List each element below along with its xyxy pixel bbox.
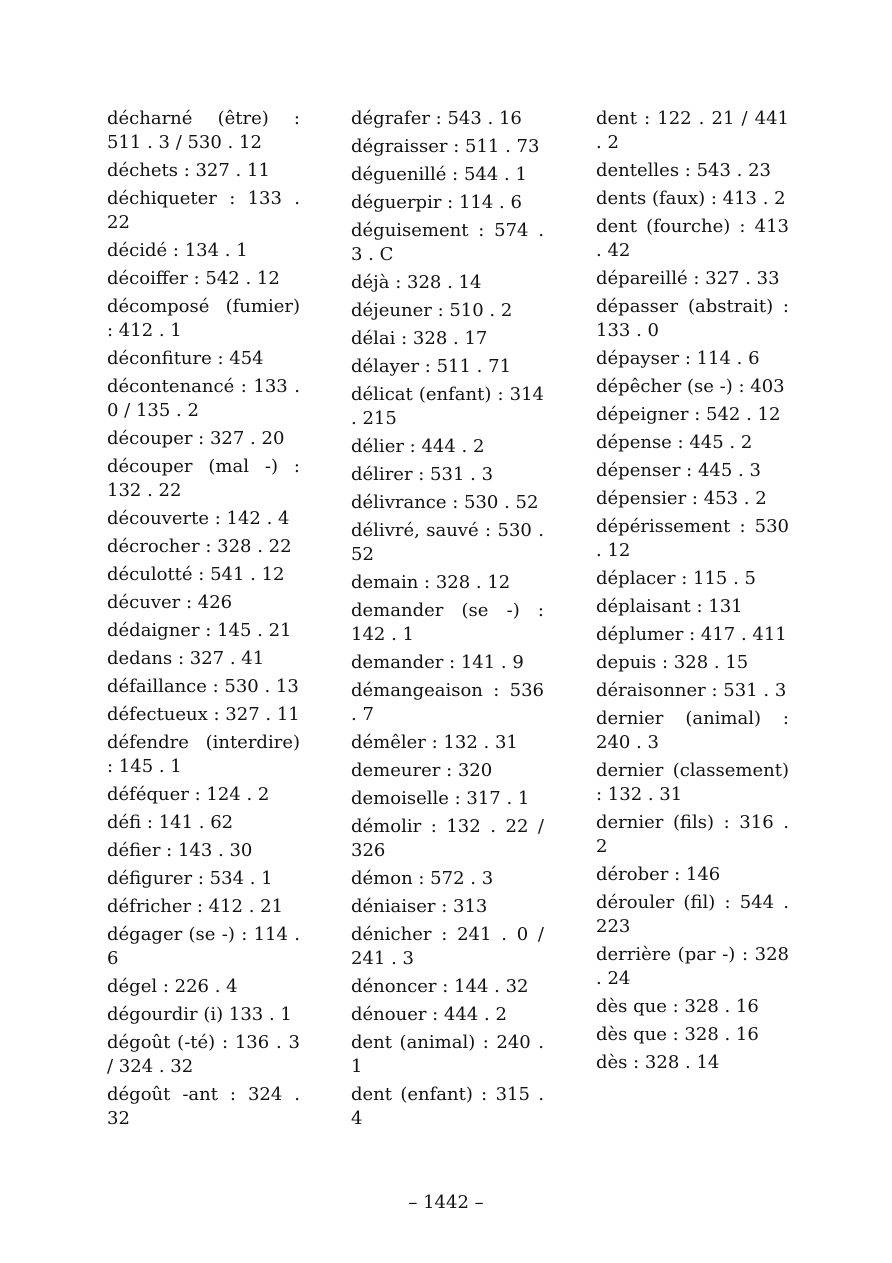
index-entry: déplacer : 115 . 5 bbox=[596, 568, 757, 589]
index-entry: décharné (être) : 511 . 3 / 530 . 12 bbox=[107, 108, 300, 153]
index-entry: dès : 328 . 14 bbox=[596, 1052, 720, 1073]
index-entry: dénoncer : 144 . 32 bbox=[351, 976, 529, 997]
index-entry: depuis : 328 . 15 bbox=[596, 652, 749, 673]
index-entry: déplaisant : 131 bbox=[596, 596, 743, 617]
index-entry: défectueux : 327 . 11 bbox=[107, 704, 300, 725]
index-entry: dès que : 328 . 16 bbox=[596, 1024, 759, 1045]
index-entry: défi : 141 . 62 bbox=[107, 812, 234, 833]
index-entry: dénicher : 241 . 0 / 241 . 3 bbox=[351, 924, 544, 969]
index-entry: derrière (par -) : 328 . 24 bbox=[596, 944, 789, 989]
index-entry: démon : 572 . 3 bbox=[351, 868, 494, 889]
index-entry: dégourdir (i) 133 . 1 bbox=[107, 1004, 292, 1025]
index-column-3 bbox=[596, 107, 789, 1079]
index-entry: dentelles : 543 . 23 bbox=[596, 160, 771, 181]
index-entry: demander (se -) : 142 . 1 bbox=[351, 600, 544, 645]
index-entry: déféquer : 124 . 2 bbox=[107, 784, 270, 805]
index-entry: démolir : 132 . 22 / 326 bbox=[351, 816, 544, 861]
index-entry: dès que : 328 . 16 bbox=[596, 996, 759, 1017]
index-entry: dépense : 445 . 2 bbox=[596, 432, 753, 453]
index-entry: déchiqueter : 133 . 22 bbox=[107, 188, 300, 233]
index-entry: dépeigner : 542 . 12 bbox=[596, 404, 781, 425]
index-entry: décomposé (fumier) : 412 . 1 bbox=[107, 296, 300, 341]
index-entry: demain : 328 . 12 bbox=[351, 572, 511, 593]
index-entry: dépensier : 453 . 2 bbox=[596, 488, 767, 509]
index-entry: demeurer : 320 bbox=[351, 760, 493, 781]
index-entry: déjeuner : 510 . 2 bbox=[351, 300, 513, 321]
index-entry: dernier (fils) : 316 . 2 bbox=[596, 812, 789, 857]
index-entry: dépenser : 445 . 3 bbox=[596, 460, 761, 481]
index-entry: demoiselle : 317 . 1 bbox=[351, 788, 530, 809]
index-entry: délayer : 511 . 71 bbox=[351, 356, 512, 377]
index-entry: décrocher : 328 . 22 bbox=[107, 536, 292, 557]
index-entry: décoiffer : 542 . 12 bbox=[107, 268, 280, 289]
index-entry: dérober : 146 bbox=[596, 864, 721, 885]
index-entry: dépayser : 114 . 6 bbox=[596, 348, 760, 369]
index-entry: défier : 143 . 30 bbox=[107, 840, 253, 861]
index-entry: dégrafer : 543 . 16 bbox=[351, 108, 522, 129]
index-entry: dégel : 226 . 4 bbox=[107, 976, 238, 997]
index-entry: découper (mal -) : 132 . 22 bbox=[107, 456, 300, 501]
index-entry: dernier (classement) : 132 . 31 bbox=[596, 760, 789, 805]
index-entry: délirer : 531 . 3 bbox=[351, 464, 494, 485]
index-entry: délivrance : 530 . 52 bbox=[351, 492, 539, 513]
index-entry: décidé : 134 . 1 bbox=[107, 240, 248, 261]
index-column-2 bbox=[351, 107, 544, 1135]
index-entry: dépasser (abstrait) : 133 . 0 bbox=[596, 296, 789, 341]
index-entry: délicat (enfant) : 314 . 215 bbox=[351, 384, 544, 429]
index-entry: démangeaison : 536 . 7 bbox=[351, 680, 544, 725]
index-entry: décontenancé : 133 . 0 / 135 . 2 bbox=[107, 376, 300, 421]
index-entry: délai : 328 . 17 bbox=[351, 328, 488, 349]
index-entry: dent (fourche) : 413 . 42 bbox=[596, 216, 789, 261]
index-entry: défricher : 412 . 21 bbox=[107, 896, 284, 917]
index-entry: déjà : 328 . 14 bbox=[351, 272, 482, 293]
index-entry: dépareillé : 327 . 33 bbox=[596, 268, 780, 289]
index-entry: déculotté : 541 . 12 bbox=[107, 564, 285, 585]
index-entry: dent (animal) : 240 . 1 bbox=[351, 1032, 544, 1077]
index-entry: dégoût (-té) : 136 . 3 / 324 . 32 bbox=[107, 1032, 300, 1077]
index-entry: déguenillé : 544 . 1 bbox=[351, 164, 527, 185]
index-entry: déplumer : 417 . 411 bbox=[596, 624, 787, 645]
index-entry: déraisonner : 531 . 3 bbox=[596, 680, 787, 701]
index-entry: défaillance : 530 . 13 bbox=[107, 676, 299, 697]
index-entry: dédaigner : 145 . 21 bbox=[107, 620, 292, 641]
index-entry: découverte : 142 . 4 bbox=[107, 508, 290, 529]
index-entry: découper : 327 . 20 bbox=[107, 428, 285, 449]
index-entry: dépérissement : 530 . 12 bbox=[596, 516, 789, 561]
index-entry: déchets : 327 . 11 bbox=[107, 160, 270, 181]
index-column-1 bbox=[107, 107, 300, 1135]
index-entry: déguerpir : 114 . 6 bbox=[351, 192, 522, 213]
index-entry: dépêcher (se -) : 403 bbox=[596, 376, 785, 397]
index-entry: délier : 444 . 2 bbox=[351, 436, 485, 457]
page-number: – 1442 – bbox=[408, 1192, 484, 1213]
index-entry: dégraisser : 511 . 73 bbox=[351, 136, 540, 157]
index-entry: démêler : 132 . 31 bbox=[351, 732, 518, 753]
index-entry: dernier (animal) : 240 . 3 bbox=[596, 708, 789, 753]
index-entry: défendre (interdire) : 145 . 1 bbox=[107, 732, 300, 777]
index-entry: dégager (se -) : 114 . 6 bbox=[107, 924, 300, 969]
index-entry: délivré, sauvé : 530 . 52 bbox=[351, 520, 544, 565]
index-entry: dent : 122 . 21 / 441 . 2 bbox=[596, 108, 789, 153]
index-entry: demander : 141 . 9 bbox=[351, 652, 524, 673]
index-entry: dénouer : 444 . 2 bbox=[351, 1004, 507, 1025]
index-entry: dégoût -ant : 324 . 32 bbox=[107, 1084, 300, 1129]
index-entry: défigurer : 534 . 1 bbox=[107, 868, 273, 889]
index-entry: déniaiser : 313 bbox=[351, 896, 488, 917]
index-entry: dents (faux) : 413 . 2 bbox=[596, 188, 786, 209]
index-entry: déconfiture : 454 bbox=[107, 348, 264, 369]
index-entry: dedans : 327 . 41 bbox=[107, 648, 265, 669]
index-entry: dérouler (fil) : 544 . 223 bbox=[596, 892, 789, 937]
index-entry: déguisement : 574 . 3 . C bbox=[351, 220, 544, 265]
index-entry: dent (enfant) : 315 . 4 bbox=[351, 1084, 544, 1129]
index-entry: décuver : 426 bbox=[107, 592, 233, 613]
